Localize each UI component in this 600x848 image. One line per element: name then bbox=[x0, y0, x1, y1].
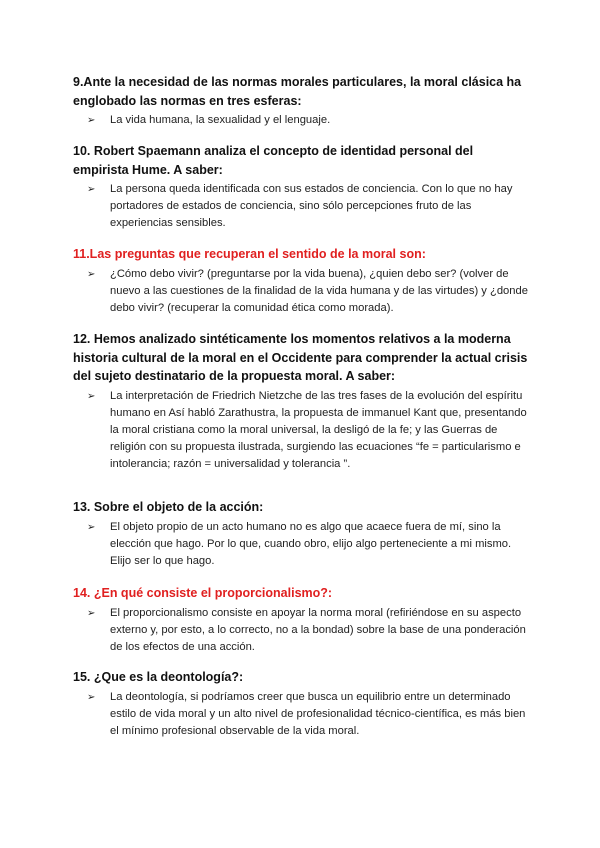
question-heading: 15. ¿Que es la deontología?: bbox=[73, 670, 244, 684]
answer-bullet bbox=[73, 112, 528, 129]
answer-text: El proporcionalismo consiste en apoyar la norma moral (refiriéndose en su aspecto externo y, por esto, a lo correcto, no a la bondad) sobre la base de una ponderación de los efectos de una acción. bbox=[110, 606, 526, 653]
answer-bullet bbox=[73, 388, 528, 473]
question-block-12 bbox=[73, 330, 528, 473]
question-heading: 14. ¿En qué consiste el proporcionalismo?: bbox=[73, 586, 333, 600]
arrow-bullet-icon: ➢ bbox=[87, 607, 96, 619]
arrow-bullet-icon: ➢ bbox=[87, 390, 96, 402]
question-heading: 12. Hemos analizado sintéticamente los momentos relativos a la moderna historia cultural de la moral en el Occidente para comprender la actual crisis del sujeto destinatario de la propuesta moral. A saber: bbox=[73, 332, 528, 383]
answer-bullet bbox=[73, 605, 528, 656]
question-heading: 9.Ante la necesidad de las normas morales particulares, la moral clásica ha englobado las normas en tres esferas: bbox=[73, 75, 522, 108]
arrow-bullet-icon: ➢ bbox=[87, 184, 96, 195]
question-heading: 13. Sobre el objeto de la acción: bbox=[73, 500, 264, 514]
question-block-10 bbox=[73, 142, 528, 232]
answer-text: La vida humana, la sexualidad y el lenguaje. bbox=[110, 114, 331, 126]
question-block-9 bbox=[73, 73, 528, 129]
answer-text: La deontología, si podríamos creer que busca un equilibrio entre un determinado estilo de vida moral y un alto nivel de profesionalidad técnico-científica, es más bien el mínimo profesional observable de la vida moral. bbox=[110, 690, 526, 737]
answer-text: La interpretación de Friedrich Nietzche de las tres fases de la evolución del espíritu humano en Así habló Zarathustra, la propuesta de immanuel Kant que, presentando la moral cristiana como la moral universal, la desligó de la fe; y las Guerras de religión con su propuesta ilustrada, surgiendo las ecuaciones “fe = particularismo e intolerancia; razón = universalidad y tolerancia ”. bbox=[110, 389, 527, 470]
arrow-bullet-icon: ➢ bbox=[87, 268, 96, 280]
question-block-13 bbox=[73, 498, 528, 570]
answer-bullet bbox=[73, 689, 528, 740]
question-heading: 10. Robert Spaemann analiza el concepto de identidad personal del empirista Hume. A saber: bbox=[73, 144, 474, 177]
answer-text: ¿Cómo debo vivir? (preguntarse por la vida buena), ¿quien debo ser? (volver de nuevo a las cuestiones de la finalidad de la vida humana y de las virtudes) y ¿donde debo vivir? (recuperar la comunidad ética como morada). bbox=[110, 267, 528, 314]
question-block-11 bbox=[73, 245, 528, 317]
answer-bullet bbox=[73, 266, 528, 317]
answer-bullet bbox=[73, 519, 528, 570]
answer-text: La persona queda identificada con sus estados de conciencia. Con lo que no hay portadores de estados de conciencia, sino sólo percepciones fruto de las experiencias sensibles. bbox=[110, 183, 513, 229]
answer-text: El objeto propio de un acto humano no es algo que acaece fuera de mí, sino la elección que hago. Por lo que, cuando obro, elijo algo perteneciente a mi mismo. Elijo ser lo que hago. bbox=[110, 520, 512, 567]
arrow-bullet-icon: ➢ bbox=[87, 521, 96, 533]
answer-bullet bbox=[73, 181, 528, 232]
question-block-14 bbox=[73, 584, 528, 656]
arrow-bullet-icon: ➢ bbox=[87, 691, 96, 703]
arrow-bullet-icon: ➢ bbox=[87, 115, 96, 126]
question-heading: 11.Las preguntas que recuperan el sentido de la moral son: bbox=[73, 247, 426, 261]
question-block-15 bbox=[73, 668, 528, 740]
